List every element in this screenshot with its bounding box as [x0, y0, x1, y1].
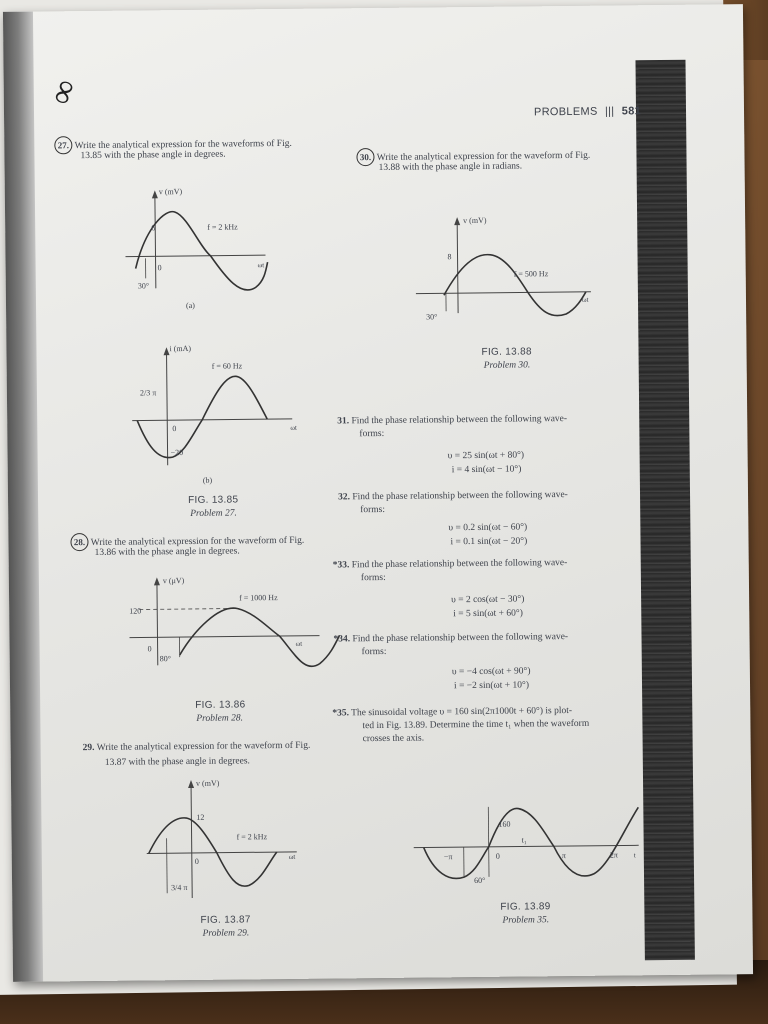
phase-fraction-label: 2/3 π: [139, 388, 157, 398]
problem-text-line: Write the analytical expression for the waveform of Fig.: [90, 535, 305, 549]
figure-13-89: [413, 795, 644, 887]
equation: υ = 0.2 sin(ωt − 60°): [448, 522, 528, 534]
problem-33: [333, 558, 568, 570]
problem-text-line: crosses the axis.: [362, 733, 425, 745]
phase-fraction-label: 3/4 π: [171, 883, 188, 893]
problem-31: [337, 414, 567, 426]
problem-number: 29.: [82, 742, 95, 754]
figure-part: (a): [185, 300, 195, 310]
amplitude-label: 6: [151, 223, 156, 233]
figure-caption-sub: Problem 27.: [190, 508, 237, 519]
equation: i = −2 sin(ωt + 10°): [453, 680, 530, 692]
amplitude-label: 120: [129, 606, 142, 616]
neg-pi-label: −π: [443, 852, 453, 862]
amplitude-label: −20: [170, 448, 184, 458]
equation: υ = 25 sin(ωt + 80°): [447, 450, 525, 462]
problem-text-line: 13.87 with the phase angle in degrees.: [104, 756, 250, 768]
figure-caption-sub: Problem 28.: [196, 713, 244, 724]
problem-text-line: Find the phase relationship between the following wave-: [351, 558, 568, 571]
problem-text-line: Find the phase relationship between the following wave-: [352, 632, 569, 645]
axis-label: v (mV): [195, 778, 220, 788]
figure-13-85a: [115, 187, 316, 309]
textbook-page: [3, 4, 753, 982]
header-title: PROBLEMS: [533, 105, 598, 119]
problem-number: 30.: [356, 148, 374, 166]
axis-label: i (mA): [169, 343, 192, 354]
x-axis-label: ωt: [295, 639, 303, 648]
page-header: [534, 105, 641, 118]
figure-caption-sub: Problem 30.: [483, 360, 531, 371]
axis-label: v (mV): [463, 215, 487, 226]
figure-13-87: [136, 777, 317, 909]
origin-label: 0: [194, 856, 199, 866]
frequency-label: f = 500 Hz: [513, 269, 549, 279]
pi-label: π: [561, 851, 566, 861]
problem-text-line: forms:: [360, 504, 386, 516]
figure-caption-sub: Problem 35.: [502, 915, 550, 926]
amplitude-label: 8: [447, 252, 452, 262]
problem-text-line: Find the phase relationship between the following wave-: [351, 414, 568, 427]
equation: i = 4 sin(ωt − 10°): [451, 464, 522, 476]
problem-number: 31.: [337, 416, 350, 427]
figure-part: (b): [202, 475, 213, 485]
problem-text-line: 13.86 with the phase angle in degrees.: [94, 546, 240, 558]
problem-text-line: forms:: [361, 646, 387, 658]
x-axis-label: ωt: [288, 852, 296, 861]
x-axis-label: ωt: [290, 423, 297, 432]
problem-34: [333, 632, 568, 644]
phase-label: 60°: [474, 875, 486, 886]
x-axis-label: ωt: [581, 295, 589, 304]
figure-caption: FIG. 13.85: [188, 494, 239, 506]
figure-caption: FIG. 13.86: [195, 699, 246, 711]
problem-number: *35.: [332, 708, 349, 719]
problem-text-line: The sinusoidal voltage υ = 160 sin(2π1000t + 60°) is plot-: [351, 705, 573, 719]
two-pi-label: 2π: [609, 850, 618, 860]
origin-label: 0: [495, 851, 500, 861]
figure-caption: FIG. 13.88: [481, 346, 532, 358]
problem-text-line: Write the analytical expression for the waveform of Fig.: [96, 740, 311, 753]
equation: i = 5 sin(ωt + 60°): [453, 608, 523, 620]
x-axis-label: t: [633, 851, 636, 860]
origin-label: 0: [147, 644, 152, 654]
figure-caption: FIG. 13.89: [500, 901, 551, 913]
frequency-label: f = 2 kHz: [207, 222, 238, 232]
origin-label: 0: [157, 263, 162, 273]
frequency-label: f = 1000 Hz: [239, 593, 278, 603]
phase-label: 30°: [426, 312, 438, 322]
phase-label: 80°: [159, 654, 171, 664]
header-separator: |||: [604, 105, 615, 118]
axis-label: v (μV): [162, 576, 185, 586]
problem-text-line: forms:: [359, 428, 385, 440]
problem-text-line: Find the phase relationship between the following wave-: [352, 490, 568, 503]
figure-13-86: [119, 573, 340, 685]
problem-35: [332, 706, 572, 719]
figure-caption: FIG. 13.87: [200, 914, 251, 926]
phase-label: 30°: [137, 281, 150, 291]
problem-text-line: forms:: [360, 572, 386, 584]
x-axis-label: ωt: [257, 261, 265, 270]
frequency-label: f = 60 Hz: [211, 361, 243, 371]
axis-label: v (mV): [158, 187, 183, 197]
problem-32: [338, 490, 568, 502]
problem-text-line: Write the analytical expression for the waveform of Fig.: [376, 150, 591, 163]
frequency-label: f = 2 kHz: [236, 832, 268, 842]
equation: υ = −4 cos(ωt + 90°): [451, 666, 531, 678]
problem-number: 28.: [70, 533, 88, 551]
equation: υ = 2 cos(ωt − 30°): [451, 594, 525, 606]
problem-29: [83, 741, 311, 753]
problem-text-line: ted in Fig. 13.89. Determine the time t₁ when the waveform: [362, 718, 590, 732]
origin-label: 0: [172, 424, 177, 434]
equation: i = 0.1 sin(ωt − 20°): [450, 536, 528, 548]
problem-text-line: Write the analytical expression for the waveforms of Fig.: [74, 138, 292, 152]
problem-number: *34.: [333, 634, 351, 645]
figure-caption-sub: Problem 29.: [202, 928, 250, 939]
page-number: 581: [621, 105, 642, 118]
amplitude-label: 12: [196, 812, 205, 822]
problem-number: 32.: [337, 492, 350, 503]
problem-text-line: 13.85 with the phase angle in degrees.: [80, 149, 226, 162]
figure-13-85b: [121, 343, 332, 485]
page-edge-band: [635, 60, 694, 960]
amplitude-label: 160: [498, 819, 511, 829]
problem-text-line: 13.88 with the phase angle in radians.: [378, 161, 523, 173]
figure-13-88: [405, 214, 606, 326]
problem-number: *33.: [332, 560, 350, 571]
problem-number: 27.: [54, 136, 72, 154]
handwritten-mark: ∞: [41, 74, 85, 110]
t1-label: t₁: [521, 835, 527, 845]
